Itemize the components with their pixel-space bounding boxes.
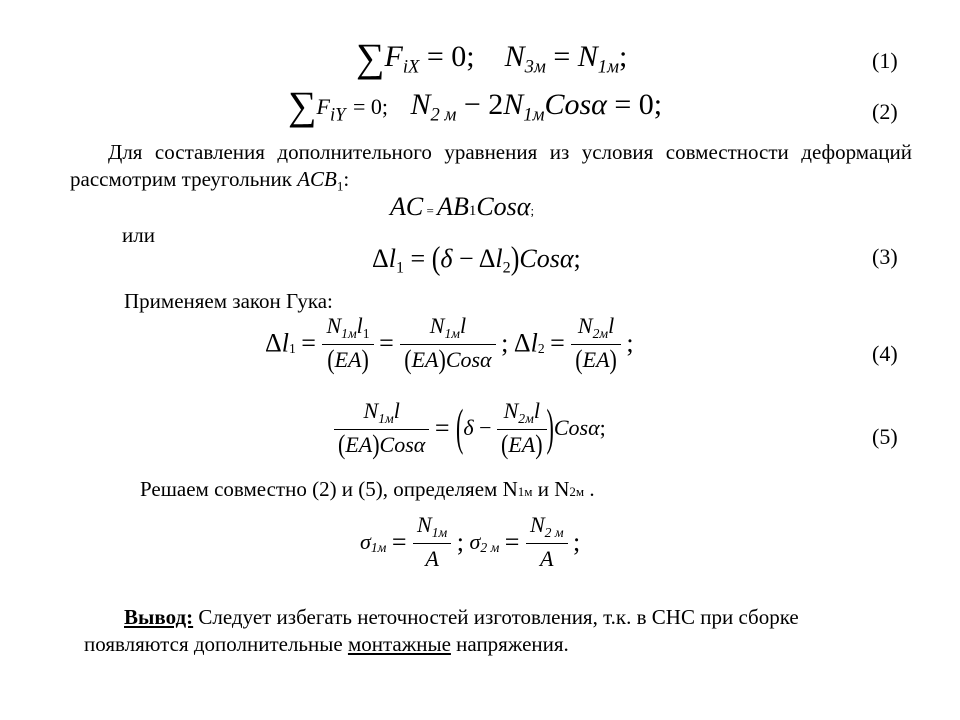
solve-n1-sub: 1м bbox=[517, 484, 533, 499]
solve-end: . bbox=[589, 477, 595, 501]
equation-ac: AC = AB1Cosα; bbox=[390, 192, 535, 221]
paragraph-compatibility bbox=[70, 139, 912, 200]
equation-4-number: (4) bbox=[872, 341, 898, 366]
conclusion-text-line2a: появляются дополнительные bbox=[84, 632, 343, 656]
solve-n2: N bbox=[554, 477, 570, 501]
paragraph-compatibility-text: Для составления дополнительного уравнения из условия совместности деформаций рассмотрим треугольник bbox=[70, 140, 912, 191]
conclusion-label: Вывод: bbox=[124, 605, 194, 629]
stress-equations: $\sigma_{1м}$ = $\frac{N_{1м}}{A}$ ; $\sigma_{2 м}$ = $\frac{N_{2 м}}{A}$ ; bbox=[360, 512, 581, 572]
conclusion-text-line2b: напряжения. bbox=[456, 632, 569, 656]
equation-5: $\frac{N_{1м}l}{\text{(EA)Cosα}}$ = (δ − $\frac{N_{2м}l}{(EA)}$ )Cosα; bbox=[334, 398, 606, 459]
hooke-law-text: Применяем закон Гука: bbox=[124, 289, 333, 313]
equation-1-number: (1) bbox=[872, 48, 898, 73]
paragraph-compatibility-tail: : bbox=[343, 167, 350, 191]
equation-1: $\sum F_{iX} = 0$; $N_{3м} = N_{1м}$; bbox=[356, 35, 628, 80]
solve-n2-sub: 2м bbox=[569, 484, 585, 499]
solve-together-text bbox=[140, 476, 595, 505]
equation-4: $\Delta l_1$ = $\frac{N_{1м}l_1}{(EA)}$ = $\frac{N_{1м}l}{\text{(EA)Cosα}}$ ; $\Delta l_2$ = $\frac{N_{2м}l}{(EA)}$ ; bbox=[265, 313, 634, 376]
solve-n1: N bbox=[502, 477, 518, 501]
triangle-label: $ACB_1$ bbox=[297, 167, 344, 194]
conclusion-underlined-word: монтажные bbox=[347, 632, 451, 656]
equation-2-number: (2) bbox=[872, 99, 898, 124]
equation-5-number: (5) bbox=[872, 424, 898, 449]
conclusion-text-line1: Следует избегать неточностей изготовления, т.к. в СНС при сборке bbox=[198, 605, 799, 629]
solve-and: и bbox=[537, 477, 549, 501]
word-or: или bbox=[122, 223, 155, 247]
solve-text: Решаем совместно (2) и (5), определяем bbox=[140, 477, 498, 501]
equation-3: $\Delta l_1 = (\delta - \Delta l_2)Cos\alpha$; bbox=[372, 240, 581, 277]
conclusion-paragraph bbox=[84, 604, 914, 658]
equation-2: $\sum F_{iY} = 0$; $N_{2 м} - 2N_{1м}Cos\alpha = 0$; bbox=[288, 83, 663, 128]
equation-3-number: (3) bbox=[872, 244, 898, 269]
